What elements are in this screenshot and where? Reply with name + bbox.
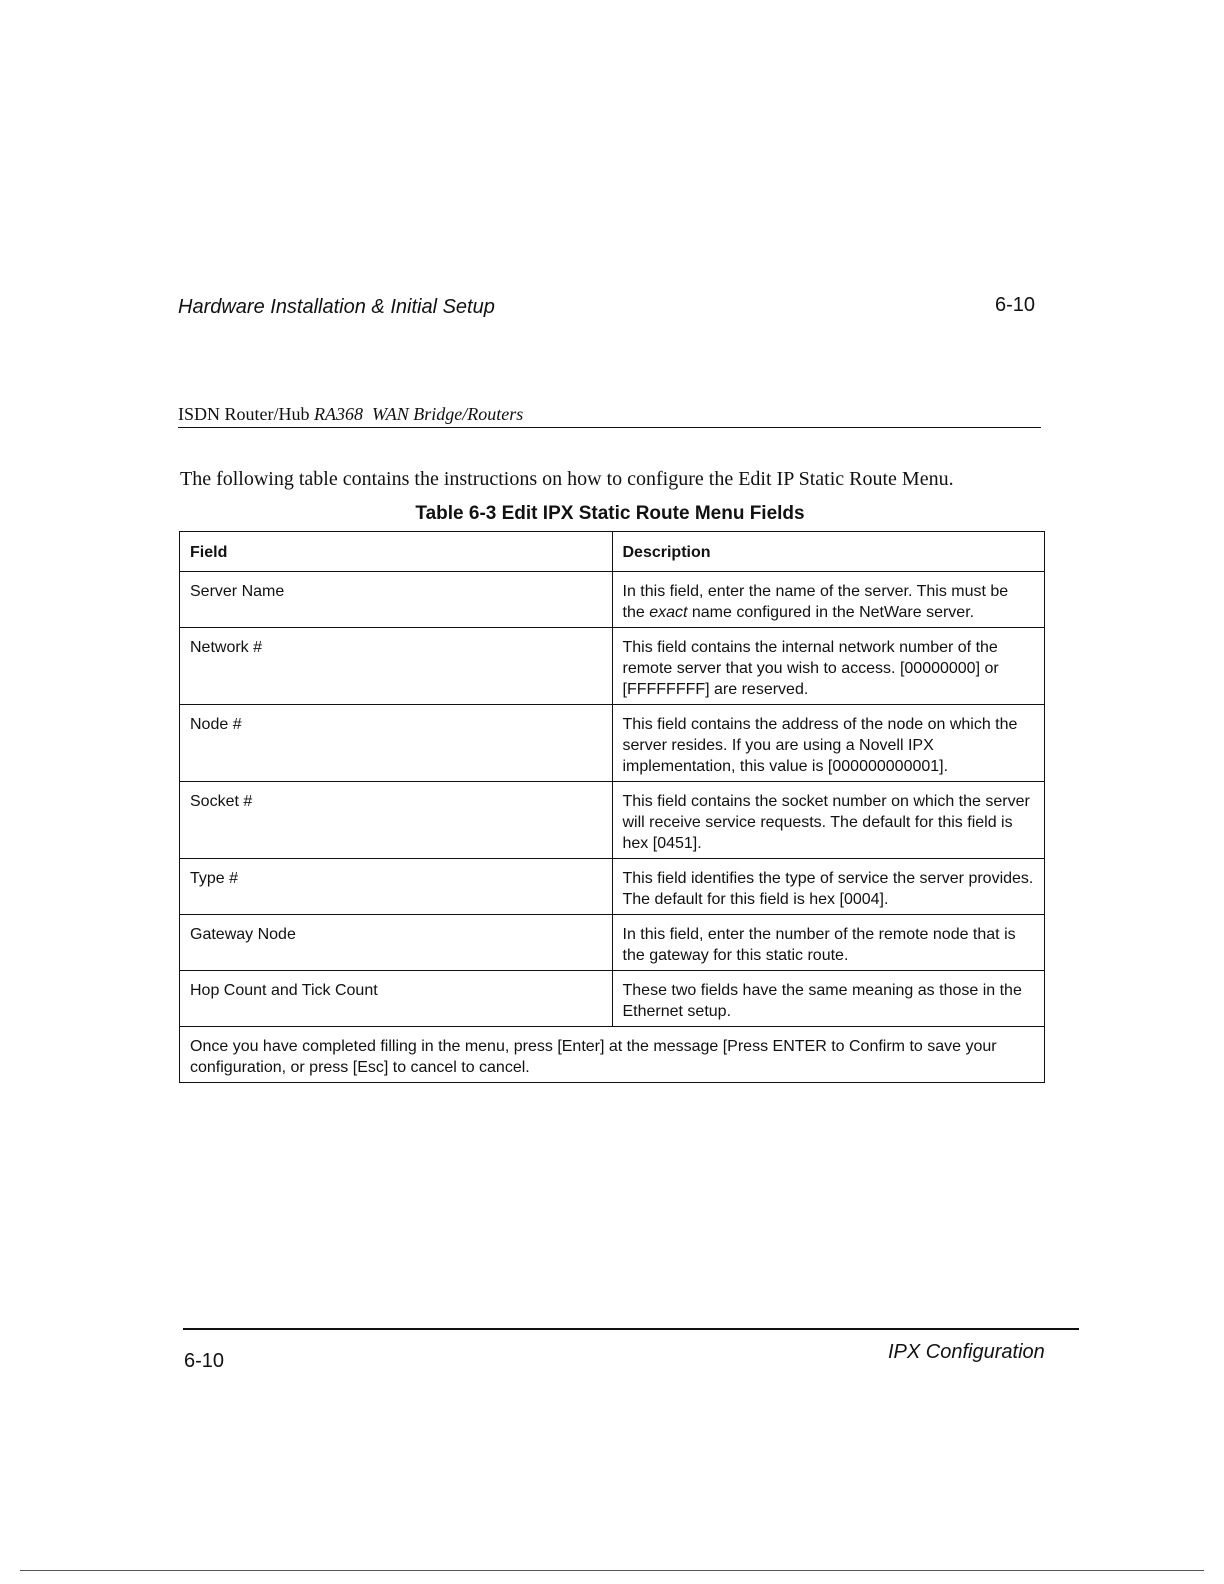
fields-table	[179, 531, 1045, 1083]
footer-rule	[183, 1328, 1079, 1330]
footer-section-title: IPX Configuration	[888, 1341, 1045, 1363]
field-name: Node #	[180, 705, 613, 782]
field-description: This field identifies the type of service the server provides. The default for this field is hex [0004].	[612, 859, 1045, 915]
product-model: RA368	[314, 404, 363, 424]
table-row	[180, 782, 1045, 859]
field-name: Hop Count and Tick Count	[180, 971, 613, 1027]
field-description: This field contains the address of the node on which the server resides. If you are using a Novell IPX implementation, this value is [000000000001].	[612, 705, 1045, 782]
table-row	[180, 628, 1045, 705]
field-description: This field contains the internal network number of the remote server that you wish to access. [00000000] or [FFFFFFFF] are reserved.	[612, 628, 1045, 705]
product-series: WAN Bridge/Routers	[372, 404, 524, 424]
field-name: Socket #	[180, 782, 613, 859]
column-header-description: Description	[612, 532, 1045, 572]
field-name: Network #	[180, 628, 613, 705]
field-name: Type #	[180, 859, 613, 915]
table-row	[180, 705, 1045, 782]
running-header-title: Hardware Installation & Initial Setup	[178, 296, 495, 318]
table-row	[180, 915, 1045, 971]
emphasis-text: exact	[649, 604, 688, 621]
table-header-row	[180, 532, 1045, 572]
table-row	[180, 859, 1045, 915]
product-name: ISDN Router/Hub	[178, 404, 310, 424]
column-header-field: Field	[180, 532, 613, 572]
field-description: This field contains the socket number on which the server will receive service requests. The default for this field is hex [0451].	[612, 782, 1045, 859]
field-description: These two fields have the same meaning as those in the Ethernet setup.	[612, 971, 1045, 1027]
running-header-page-number: 6-10	[995, 294, 1036, 316]
scan-edge-line	[20, 1570, 1204, 1571]
product-subheader	[178, 404, 1041, 428]
table-caption: Table 6-3 Edit IPX Static Route Menu Fields	[415, 503, 805, 524]
field-description: In this field, enter the name of the server. This must be the exact name configured in the NetWare server.	[612, 572, 1045, 628]
table-footer-note: Once you have completed filling in the menu, press [Enter] at the message [Press ENTER to Confirm to save your configuration, or press [Esc] to cancel to cancel.	[180, 1027, 1045, 1083]
footer-page-number: 6-10	[184, 1350, 225, 1372]
table-footer-row	[180, 1027, 1045, 1083]
intro-paragraph: The following table contains the instructions on how to configure the Edit IP Static Route Menu.	[180, 468, 954, 490]
table-row	[180, 572, 1045, 628]
table-row	[180, 971, 1045, 1027]
field-name: Gateway Node	[180, 915, 613, 971]
field-name: Server Name	[180, 572, 613, 628]
field-description: In this field, enter the number of the remote node that is the gateway for this static route.	[612, 915, 1045, 971]
